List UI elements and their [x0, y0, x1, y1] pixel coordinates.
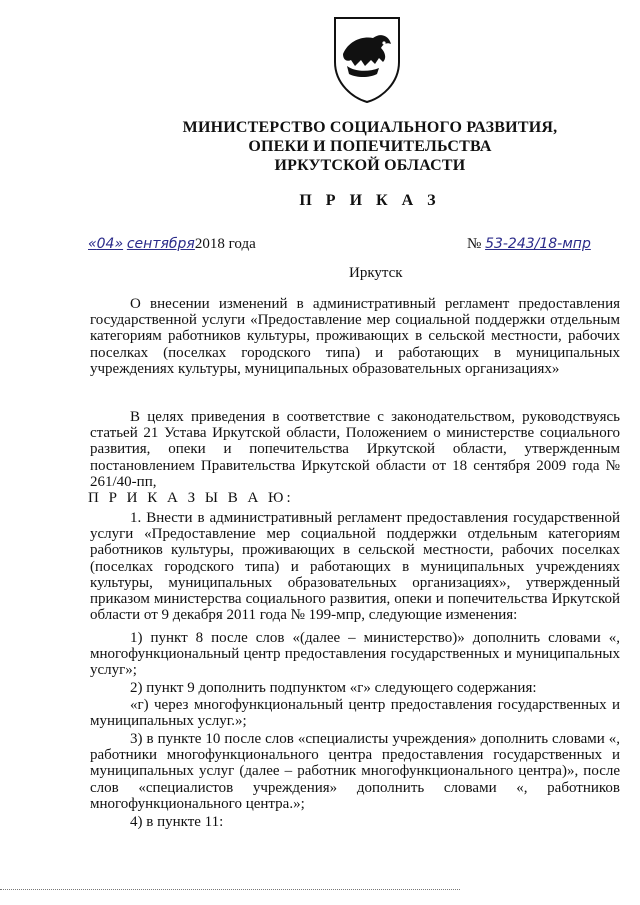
document-type-title: П Р И К А З: [299, 192, 441, 209]
irkutsk-coat-of-arms-icon: [329, 14, 405, 104]
date-year: 2018 года: [194, 236, 256, 252]
ministry-name-line-1: МИНИСТЕРСТВО СОЦИАЛЬНОГО РАЗВИТИЯ,: [182, 119, 558, 136]
paragraph-1: 1. Внести в административный регламент предоставления государственной услуги «Предоставление мер социальной поддержки отдельным категориям работников культуры, проживающих в сельской местности, рабочих поселках (поселках городского типа) и работающих в муниципальных учреждениях культуры, муниципальных образовательных организациях», утвержденный приказом министерства социального развития, опеки и попечительства Иркутской области от 9 декабря 2011 года № 199-мпр, следующие изменения:: [90, 510, 620, 624]
paragraph-1-2: 2) пункт 9 дополнить подпунктом «г» следующего содержания:: [130, 680, 537, 696]
paragraph-1-2-g: «г) через многофункциональный центр предоставления государственных и муниципальных услуг.»;: [90, 697, 620, 730]
document-date: [88, 236, 256, 253]
ministry-name-line-2: ОПЕКИ И ПОПЕЧИТЕЛЬСТВА: [248, 138, 492, 155]
number-value: 53-243/18-мпр: [485, 236, 591, 252]
document-city: Иркутск: [349, 265, 403, 281]
date-quote-close: »: [114, 236, 124, 252]
preamble-paragraph: В целях приведения в соответствие с законодательством, руководствуясь статьей 21 Устава Иркутской области, Положением о министерстве социального развития, опеки и попечительства Иркутской области, утвержденным постановлением Правительства Иркутской области от 18 сентября 2009 года № 261/40-пп,: [90, 409, 620, 490]
number-prefix: №: [467, 236, 482, 252]
date-quote-open: «: [88, 236, 97, 252]
document-subject: О внесении изменений в административный регламент предоставления государственной услуги «Предоставление мер социальной поддержки отдельным категориям работников культуры, проживающих в сельской местности, рабочих поселках (поселках городского типа) и работающих в муниципальных учреждениях культуры, муниципальных образовательных организациях»: [90, 296, 620, 377]
ministry-name-line-3: ИРКУТСКОЙ ОБЛАСТИ: [274, 157, 466, 174]
date-day: 04: [96, 236, 115, 252]
date-month: сентября: [126, 236, 195, 252]
footer-divider: [0, 889, 460, 890]
paragraph-1-3: 3) в пункте 10 после слов «специалисты учреждения» дополнить словами «, работники многофункционального центра предоставления государственных и муниципальных услуг (далее – работник многофункционального центра)», после слов «специалистов учреждения» дополнить словами «, работников многофункционального центра.»;: [90, 731, 620, 812]
paragraph-1-1: 1) пункт 8 после слов «(далее – министерство)» дополнить словами «, многофункциональный центр предоставления государственных и муниципальных услуг»;: [90, 630, 620, 679]
paragraph-1-4: 4) в пункте 11:: [130, 814, 224, 830]
document-number: [467, 236, 591, 253]
order-word: П Р И К А З Ы В А Ю:: [88, 490, 294, 506]
